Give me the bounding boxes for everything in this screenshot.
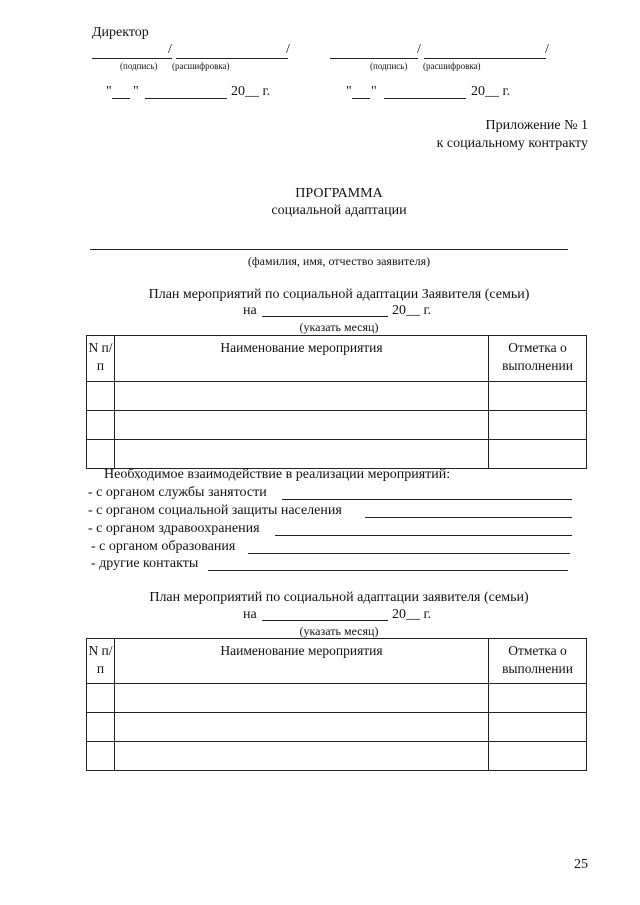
interaction-line-other	[208, 570, 568, 571]
interaction-line-education	[248, 553, 570, 554]
plan1-month-line	[262, 316, 388, 317]
program-title: ПРОГРАММА	[295, 186, 383, 201]
plan1-month-caption: (указать месяц)	[299, 320, 379, 334]
table-cell[interactable]	[115, 411, 489, 440]
interaction-line-health	[275, 535, 572, 536]
caption-decode-right: (расшифровка)	[423, 61, 481, 71]
slash-left-1: /	[168, 42, 172, 57]
plan1-header-name: Наименование мероприятия	[115, 336, 489, 382]
plan1-title: План мероприятий по социальной адаптации Заявителя (семьи)	[148, 287, 530, 302]
plan2-title: План мероприятий по социальной адаптации заявителя (семьи)	[149, 590, 529, 605]
slash-left-2: /	[286, 42, 290, 57]
plan1-year: 20__ г.	[392, 303, 432, 318]
plan2-month-caption: (указать месяц)	[299, 624, 379, 638]
interaction-item-health: - с органом здравоохранения	[88, 521, 260, 536]
table-cell[interactable]	[489, 742, 587, 771]
table-cell[interactable]	[87, 382, 115, 411]
slash-right-2: /	[545, 42, 549, 57]
table-row	[87, 411, 587, 440]
table-cell[interactable]	[115, 742, 489, 771]
date-day-line-right	[352, 98, 370, 99]
plan2-month-line	[262, 620, 388, 621]
table-cell[interactable]	[87, 411, 115, 440]
plan2-header-name: Наименование мероприятия	[115, 639, 489, 684]
plan1-header-mark: Отметка о выполнении	[489, 336, 587, 382]
date-quote-left-1: "	[106, 84, 112, 99]
plan2-year: 20__ г.	[392, 607, 432, 622]
date-month-line-left	[145, 98, 227, 99]
table-cell[interactable]	[87, 713, 115, 742]
appendix-line-1: Приложение № 1	[485, 118, 588, 133]
table-cell[interactable]	[115, 713, 489, 742]
table-row	[87, 713, 587, 742]
decode-line-right	[424, 58, 546, 59]
plan2-header-mark: Отметка о выполнении	[489, 639, 587, 684]
date-day-line-left	[112, 98, 130, 99]
decode-line-left	[176, 58, 288, 59]
plan1-header-row	[87, 336, 587, 382]
table-cell[interactable]	[87, 742, 115, 771]
slash-right-1: /	[417, 42, 421, 57]
applicant-name-caption: (фамилия, имя, отчество заявителя)	[247, 254, 431, 268]
signature-line-right	[330, 58, 418, 59]
plan2-table	[86, 638, 587, 771]
interaction-title: Необходимое взаимодействие в реализации мероприятий:	[104, 467, 451, 482]
plan1-table	[86, 335, 587, 469]
table-cell[interactable]	[489, 382, 587, 411]
interaction-item-education: - с органом образования	[91, 539, 236, 554]
plan2-header-num: N п/п	[87, 639, 115, 684]
date-month-line-right	[384, 98, 466, 99]
interaction-line-employment	[282, 499, 572, 500]
applicant-name-line	[90, 249, 568, 250]
caption-sign-right: (подпись)	[370, 61, 408, 71]
table-row	[87, 440, 587, 469]
table-cell[interactable]	[87, 684, 115, 713]
table-row	[87, 382, 587, 411]
date-quote-right-1: "	[346, 84, 352, 99]
table-cell[interactable]	[115, 684, 489, 713]
program-subtitle: социальной адаптации	[271, 203, 407, 218]
page-number: 25	[574, 857, 588, 872]
interaction-item-employment: - с органом службы занятости	[88, 485, 267, 500]
date-quote-right-2: "	[371, 84, 377, 99]
table-cell[interactable]	[115, 440, 489, 469]
caption-sign-left: (подпись)	[120, 61, 158, 71]
interaction-item-other: - другие контакты	[91, 556, 199, 571]
plan1-on: на	[243, 303, 257, 318]
plan2-on: на	[243, 607, 257, 622]
table-cell[interactable]	[87, 440, 115, 469]
table-row	[87, 742, 587, 771]
caption-decode-left: (расшифровка)	[172, 61, 230, 71]
appendix-line-2: к социальному контракту	[436, 136, 588, 151]
signature-line-left	[92, 58, 172, 59]
interaction-line-social	[365, 517, 572, 518]
date-year-right: 20__ г.	[471, 84, 511, 99]
table-row	[87, 684, 587, 713]
table-cell[interactable]	[489, 713, 587, 742]
table-cell[interactable]	[489, 440, 587, 469]
date-year-left: 20__ г.	[231, 84, 271, 99]
date-quote-left-2: "	[133, 84, 139, 99]
table-cell[interactable]	[489, 411, 587, 440]
director-title: Директор	[92, 25, 149, 40]
plan2-header-row	[87, 639, 587, 684]
table-cell[interactable]	[115, 382, 489, 411]
plan1-header-num: N п/п	[87, 336, 115, 382]
interaction-item-social: - с органом социальной защиты населения	[88, 503, 342, 518]
table-cell[interactable]	[489, 684, 587, 713]
